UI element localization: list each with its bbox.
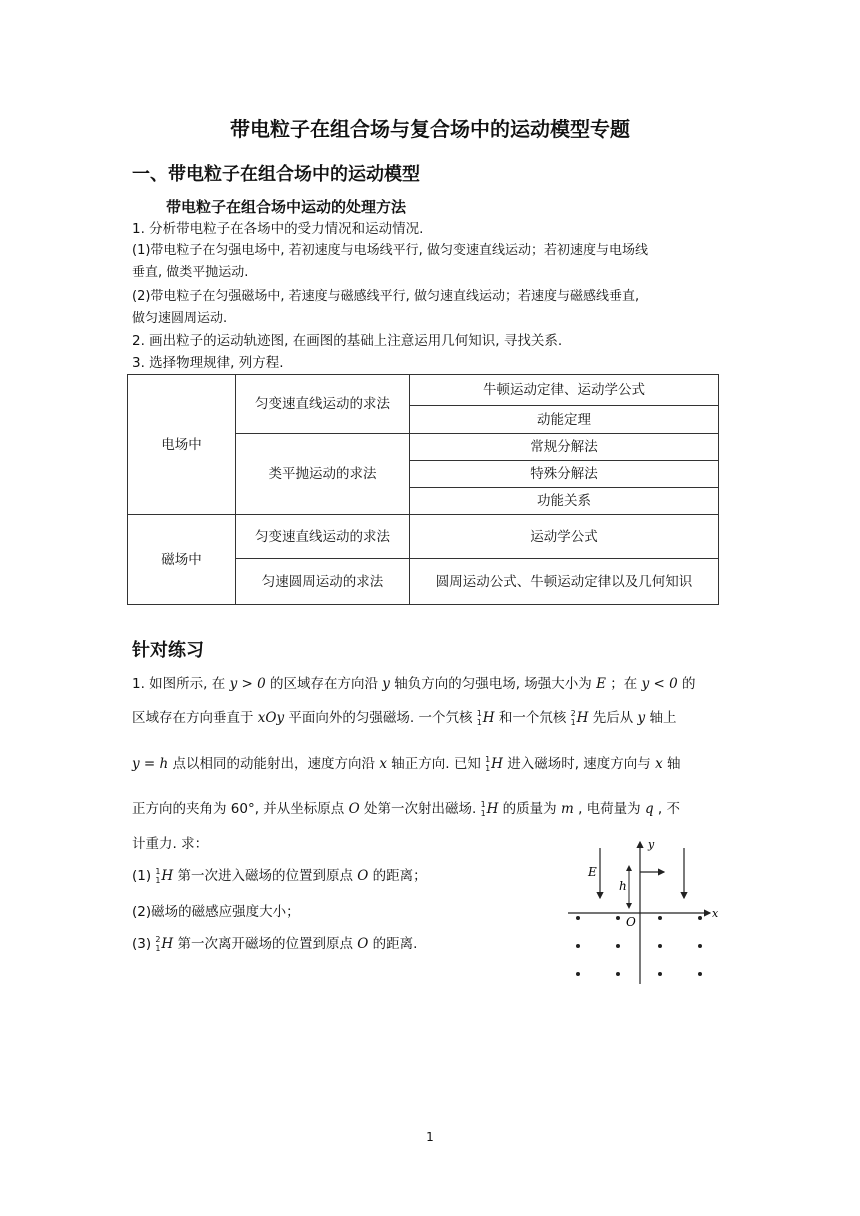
electric-uniform-method-2: 动能定理 — [410, 406, 719, 434]
electric-uniform-label: 匀变速直线运动的求法 — [236, 375, 410, 434]
question-line-4: 正方向的夹角为 60°, 并从坐标原点 O 处第一次射出磁场. 1 1 H 的质量为 m , 电荷量为 q , 不 — [132, 800, 680, 818]
method-line-3: 垂直, 做类平抛运动. — [132, 265, 249, 280]
figure-label-O: O — [626, 915, 636, 929]
method-line-6: 2. 画出粒子的运动轨迹图, 在画图的基础上注意运用几何知识, 寻找关系. — [132, 333, 563, 349]
section-heading: 一、带电粒子在组合场中的运动模型 — [132, 164, 420, 185]
magnetic-uniform-method: 运动学公式 — [410, 515, 719, 559]
subquestion-2: (2)磁场的磁感应强度大小； — [132, 904, 300, 920]
electric-uniform-method-1: 牛顿运动定律、运动学公式 — [410, 375, 719, 406]
magnetic-uniform-label: 匀变速直线运动的求法 — [236, 515, 410, 559]
page-title: 带电粒子在组合场与复合场中的运动模型专题 — [230, 117, 630, 141]
methods-table — [127, 374, 719, 605]
question-line-1: 1. 如图所示, 在 y > 0 的区域存在方向沿 y 轴负方向的匀强电场, 场强大小为 E ；在 y < 0 的 — [132, 676, 696, 692]
practice-heading: 针对练习 — [132, 640, 204, 661]
question-line-2: 区域存在方向垂直于 xOy 平面向外的匀强磁场. 一个氕核 1 1 H 和一个氘核 2 1 H 先后从 y 轴上 — [132, 709, 677, 727]
subquestion-3: (3) 2 1 H 第一次离开磁场的位置到原点 O 的距离. — [132, 935, 418, 953]
question-line-3: y = h 点以相同的动能射出，速度方向沿 x 轴正方向. 已知 1 1 H 进入磁场时, 速度方向与 x 轴 — [132, 755, 681, 773]
method-line-4: (2)带电粒子在匀强磁场中, 若速度与磁感线平行, 做匀速直线运动；若速度与磁感线垂直, — [132, 289, 640, 304]
figure-label-y: y — [648, 838, 655, 851]
subquestion-1: (1) 1 1 H 第一次进入磁场的位置到原点 O 的距离； — [132, 867, 427, 885]
field-diagram — [560, 836, 730, 988]
question-line-5: 计重力. 求： — [132, 836, 209, 852]
method-line-5: 做匀速圆周运动. — [132, 311, 228, 326]
figure-label-E: E — [588, 865, 597, 879]
magnetic-circle-label: 匀速圆周运动的求法 — [236, 559, 410, 605]
subsection-heading: 带电粒子在组合场中运动的处理方法 — [166, 198, 407, 216]
magnetic-field-dots — [576, 916, 702, 976]
electric-projectile-method-3: 功能关系 — [410, 488, 719, 515]
figure-label-x: x — [712, 907, 719, 920]
electric-field-label: 电场中 — [128, 375, 236, 515]
magnetic-circle-method: 圆周运动公式、牛顿运动定律以及几何知识 — [410, 559, 719, 605]
electric-projectile-method-2: 特殊分解法 — [410, 461, 719, 488]
method-line-1: 1. 分析带电粒子在各场中的受力情况和运动情况. — [132, 221, 424, 237]
electric-projectile-label: 类平抛运动的求法 — [236, 434, 410, 515]
electric-projectile-method-1: 常规分解法 — [410, 434, 719, 461]
method-line-7: 3. 选择物理规律, 列方程. — [132, 355, 284, 371]
figure-label-h: h — [619, 879, 627, 893]
method-line-2: (1)带电粒子在匀强电场中, 若初速度与电场线平行, 做匀变速直线运动；若初速度与电场线 — [132, 243, 648, 258]
magnetic-field-label: 磁场中 — [128, 515, 236, 605]
page-number: 1 — [426, 1130, 434, 1144]
